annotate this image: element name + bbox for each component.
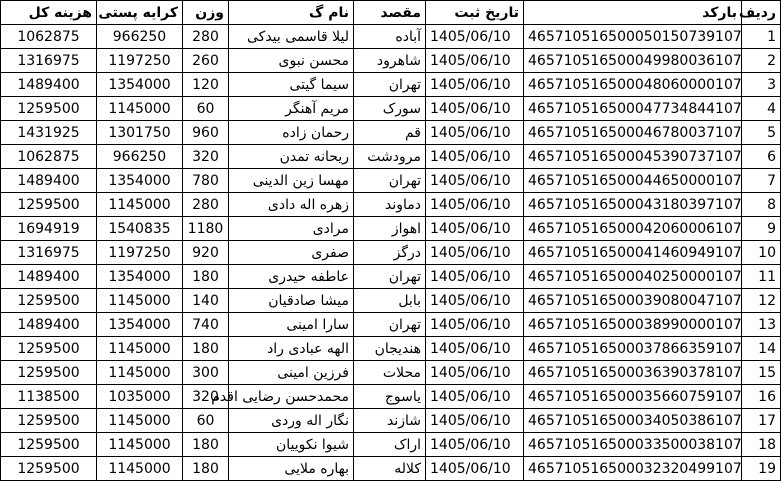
cell-name[interactable]: فرزین امینی xyxy=(229,361,354,385)
cell-name[interactable]: صفری xyxy=(229,241,354,265)
cell-postage[interactable]: 966250 xyxy=(97,25,183,49)
table-row xyxy=(1,25,781,49)
cell-postage[interactable]: 1540835 xyxy=(97,217,183,241)
cell-weight[interactable]: 280 xyxy=(183,25,229,49)
cell-name[interactable]: مریم آهنگر xyxy=(229,97,354,121)
cell-destination[interactable]: بابل xyxy=(354,289,426,313)
cell-row-no[interactable]: 5 xyxy=(742,121,781,145)
header-total[interactable]: هزینه کل xyxy=(1,1,97,25)
cell-destination[interactable]: آباده xyxy=(354,25,426,49)
cell-total[interactable]: 1259500 xyxy=(1,97,97,121)
cell-name[interactable]: نگار اله وردی xyxy=(229,409,354,433)
cell-name[interactable]: رحمان زاده xyxy=(229,121,354,145)
cell-weight[interactable]: 140 xyxy=(183,289,229,313)
cell-date[interactable]: 1405/06/10 xyxy=(426,457,524,481)
cell-row-no[interactable]: 12 xyxy=(742,289,781,313)
cell-postage[interactable]: 1145000 xyxy=(97,289,183,313)
cell-row-no[interactable]: 18 xyxy=(742,433,781,457)
table-row xyxy=(1,49,781,73)
cell-weight[interactable]: 120 xyxy=(183,73,229,97)
cell-destination[interactable]: محلات xyxy=(354,361,426,385)
cell-destination[interactable]: اهواز xyxy=(354,217,426,241)
header-postage[interactable]: کرایه پستی xyxy=(97,1,183,25)
cell-destination[interactable]: قم xyxy=(354,121,426,145)
cell-destination[interactable]: تهران xyxy=(354,169,426,193)
table-row xyxy=(1,409,781,433)
cell-total[interactable]: 1316975 xyxy=(1,241,97,265)
cell-barcode[interactable]: 465710516500048060000107 xyxy=(524,73,742,97)
cell-destination[interactable]: کلاله xyxy=(354,457,426,481)
cell-date[interactable]: 1405/06/10 xyxy=(426,289,524,313)
cell-date[interactable]: 1405/06/10 xyxy=(426,433,524,457)
cell-weight[interactable]: 180 xyxy=(183,433,229,457)
cell-destination[interactable]: شازند xyxy=(354,409,426,433)
cell-destination[interactable]: هندیجان xyxy=(354,337,426,361)
cell-row-no[interactable]: 3 xyxy=(742,73,781,97)
cell-name[interactable]: لیلا قاسمی بیدکی xyxy=(229,25,354,49)
cell-weight[interactable]: 60 xyxy=(183,409,229,433)
cell-name[interactable]: سیما گیتی xyxy=(229,73,354,97)
cell-destination[interactable]: اراک xyxy=(354,433,426,457)
cell-weight[interactable]: 300 xyxy=(183,361,229,385)
cell-name[interactable]: بهاره ملایی xyxy=(229,457,354,481)
cell-row-no[interactable]: 9 xyxy=(742,217,781,241)
cell-postage[interactable]: 1145000 xyxy=(97,337,183,361)
cell-barcode[interactable]: 465710516500035660759107 xyxy=(524,385,742,409)
cell-total[interactable]: 1489400 xyxy=(1,313,97,337)
cell-date[interactable]: 1405/06/10 xyxy=(426,265,524,289)
cell-postage[interactable]: 1354000 xyxy=(97,265,183,289)
cell-date[interactable]: 1405/06/10 xyxy=(426,25,524,49)
cell-destination[interactable]: درگز xyxy=(354,241,426,265)
cell-row-no[interactable]: 4 xyxy=(742,97,781,121)
cell-weight[interactable]: 780 xyxy=(183,169,229,193)
cell-name[interactable]: محمدحسن رضایی اقدم xyxy=(229,385,354,409)
cell-name[interactable]: زهره اله دادی xyxy=(229,193,354,217)
cell-total[interactable]: 1489400 xyxy=(1,73,97,97)
cell-row-no[interactable]: 11 xyxy=(742,265,781,289)
cell-postage[interactable]: 1145000 xyxy=(97,361,183,385)
cell-date[interactable]: 1405/06/10 xyxy=(426,409,524,433)
cell-total[interactable]: 1259500 xyxy=(1,193,97,217)
cell-total[interactable]: 1316975 xyxy=(1,49,97,73)
cell-row-no[interactable]: 19 xyxy=(742,457,781,481)
header-barcode[interactable]: بارکد xyxy=(524,1,742,25)
cell-date[interactable]: 1405/06/10 xyxy=(426,169,524,193)
cell-date[interactable]: 1405/06/10 xyxy=(426,193,524,217)
cell-date[interactable]: 1405/06/10 xyxy=(426,361,524,385)
cell-total[interactable]: 1259500 xyxy=(1,289,97,313)
cell-barcode[interactable]: 465710516500041460949107 xyxy=(524,241,742,265)
cell-total[interactable]: 1138500 xyxy=(1,385,97,409)
cell-barcode[interactable]: 465710516500032320499107 xyxy=(524,457,742,481)
header-row xyxy=(1,1,781,25)
cell-barcode[interactable]: 465710516500050150739107 xyxy=(524,25,742,49)
cell-barcode[interactable]: 465710516500049980036107 xyxy=(524,49,742,73)
cell-barcode[interactable]: 465710516500034050386107 xyxy=(524,409,742,433)
cell-row-no[interactable]: 17 xyxy=(742,409,781,433)
cell-postage[interactable]: 1354000 xyxy=(97,313,183,337)
table-row xyxy=(1,265,781,289)
cell-name[interactable]: سارا امینی xyxy=(229,313,354,337)
header-weight[interactable]: وزن xyxy=(183,1,229,25)
cell-weight[interactable]: 60 xyxy=(183,97,229,121)
cell-destination[interactable]: یاسوج xyxy=(354,385,426,409)
table-row xyxy=(1,145,781,169)
cell-date[interactable]: 1405/06/10 xyxy=(426,385,524,409)
cell-total[interactable]: 1259500 xyxy=(1,457,97,481)
table-row xyxy=(1,193,781,217)
cell-date[interactable]: 1405/06/10 xyxy=(426,313,524,337)
table-row xyxy=(1,217,781,241)
table-row xyxy=(1,121,781,145)
cell-total[interactable]: 1062875 xyxy=(1,25,97,49)
cell-row-no[interactable]: 1 xyxy=(742,25,781,49)
table-row xyxy=(1,169,781,193)
table-row xyxy=(1,385,781,409)
table-row xyxy=(1,313,781,337)
cell-weight[interactable]: 280 xyxy=(183,193,229,217)
cell-name[interactable]: محسن نبوی xyxy=(229,49,354,73)
cell-date[interactable]: 1405/06/10 xyxy=(426,145,524,169)
table-body xyxy=(1,25,781,481)
cell-total[interactable]: 1259500 xyxy=(1,361,97,385)
cell-row-no[interactable]: 13 xyxy=(742,313,781,337)
cell-barcode[interactable]: 465710516500040250000107 xyxy=(524,265,742,289)
cell-postage[interactable]: 1145000 xyxy=(97,433,183,457)
cell-row-no[interactable]: 16 xyxy=(742,385,781,409)
cell-barcode[interactable]: 465710516500045390737107 xyxy=(524,145,742,169)
cell-destination[interactable]: تهران xyxy=(354,265,426,289)
cell-destination[interactable]: شاهرود xyxy=(354,49,426,73)
cell-total[interactable]: 1259500 xyxy=(1,337,97,361)
cell-name[interactable]: ریحانه تمدن xyxy=(229,145,354,169)
cell-total[interactable]: 1259500 xyxy=(1,409,97,433)
cell-weight[interactable]: 180 xyxy=(183,337,229,361)
cell-name[interactable]: الهه عبادی راد xyxy=(229,337,354,361)
cell-postage[interactable]: 1145000 xyxy=(97,97,183,121)
cell-row-no[interactable]: 6 xyxy=(742,145,781,169)
cell-total[interactable]: 1431925 xyxy=(1,121,97,145)
cell-total[interactable]: 1694919 xyxy=(1,217,97,241)
cell-barcode[interactable]: 465710516500042060006107 xyxy=(524,217,742,241)
header-row-no[interactable]: ردیف xyxy=(742,1,781,25)
cell-total[interactable]: 1489400 xyxy=(1,169,97,193)
cell-postage[interactable]: 1145000 xyxy=(97,193,183,217)
cell-postage[interactable]: 1197250 xyxy=(97,241,183,265)
table-row xyxy=(1,241,781,265)
cell-date[interactable]: 1405/06/10 xyxy=(426,49,524,73)
table-row xyxy=(1,337,781,361)
cell-destination[interactable]: دماوند xyxy=(354,193,426,217)
cell-postage[interactable]: 1145000 xyxy=(97,409,183,433)
header-date[interactable]: تاریخ ثبت xyxy=(426,1,524,25)
cell-date[interactable]: 1405/06/10 xyxy=(426,73,524,97)
cell-weight[interactable]: 180 xyxy=(183,457,229,481)
cell-date[interactable]: 1405/06/10 xyxy=(426,241,524,265)
cell-row-no[interactable]: 15 xyxy=(742,361,781,385)
cell-date[interactable]: 1405/06/10 xyxy=(426,217,524,241)
cell-row-no[interactable]: 8 xyxy=(742,193,781,217)
cell-barcode[interactable]: 465710516500038990000107 xyxy=(524,313,742,337)
cell-weight[interactable]: 320 xyxy=(183,385,229,409)
cell-barcode[interactable]: 465710516500043180397107 xyxy=(524,193,742,217)
cell-total[interactable]: 1062875 xyxy=(1,145,97,169)
cell-weight[interactable]: 320 xyxy=(183,145,229,169)
cell-row-no[interactable]: 2 xyxy=(742,49,781,73)
cell-row-no[interactable]: 14 xyxy=(742,337,781,361)
cell-weight[interactable]: 960 xyxy=(183,121,229,145)
cell-barcode[interactable]: 465710516500037866359107 xyxy=(524,337,742,361)
cell-weight[interactable]: 920 xyxy=(183,241,229,265)
table-row xyxy=(1,457,781,481)
table-row xyxy=(1,361,781,385)
cell-row-no[interactable]: 7 xyxy=(742,169,781,193)
cell-barcode[interactable]: 465710516500033500038107 xyxy=(524,433,742,457)
cell-row-no[interactable]: 10 xyxy=(742,241,781,265)
cell-barcode[interactable]: 465710516500036390378107 xyxy=(524,361,742,385)
table-row xyxy=(1,97,781,121)
cell-date[interactable]: 1405/06/10 xyxy=(426,121,524,145)
cell-name[interactable]: عاطفه حیدری xyxy=(229,265,354,289)
cell-name[interactable]: میشا صادقیان xyxy=(229,289,354,313)
cell-date[interactable]: 1405/06/10 xyxy=(426,97,524,121)
cell-postage[interactable]: 1035000 xyxy=(97,385,183,409)
cell-postage[interactable]: 1301750 xyxy=(97,121,183,145)
cell-total[interactable]: 1259500 xyxy=(1,433,97,457)
cell-postage[interactable]: 1354000 xyxy=(97,169,183,193)
cell-barcode[interactable]: 465710516500046780037107 xyxy=(524,121,742,145)
cell-weight[interactable]: 1180 xyxy=(183,217,229,241)
cell-barcode[interactable]: 465710516500039080047107 xyxy=(524,289,742,313)
cell-name[interactable]: مهسا زین الدینی xyxy=(229,169,354,193)
cell-barcode[interactable]: 465710516500044650000107 xyxy=(524,169,742,193)
cell-name[interactable]: شیوا نکوییان xyxy=(229,433,354,457)
cell-destination[interactable]: سورک xyxy=(354,97,426,121)
cell-total[interactable]: 1489400 xyxy=(1,265,97,289)
cell-weight[interactable]: 180 xyxy=(183,265,229,289)
cell-weight[interactable]: 260 xyxy=(183,49,229,73)
cell-postage[interactable]: 1354000 xyxy=(97,73,183,97)
cell-postage[interactable]: 1145000 xyxy=(97,457,183,481)
cell-destination[interactable]: مرودشت xyxy=(354,145,426,169)
table-row xyxy=(1,433,781,457)
header-name[interactable]: نام گ xyxy=(229,1,354,25)
cell-date[interactable]: 1405/06/10 xyxy=(426,337,524,361)
cell-weight[interactable]: 740 xyxy=(183,313,229,337)
table-row xyxy=(1,289,781,313)
table-row xyxy=(1,73,781,97)
header-destination[interactable]: مقصد xyxy=(354,1,426,25)
cell-postage[interactable]: 966250 xyxy=(97,145,183,169)
cell-postage[interactable]: 1197250 xyxy=(97,49,183,73)
cell-destination[interactable]: تهران xyxy=(354,73,426,97)
cell-name[interactable]: مرادی xyxy=(229,217,354,241)
cell-destination[interactable]: تهران xyxy=(354,313,426,337)
cell-barcode[interactable]: 465710516500047734844107 xyxy=(524,97,742,121)
